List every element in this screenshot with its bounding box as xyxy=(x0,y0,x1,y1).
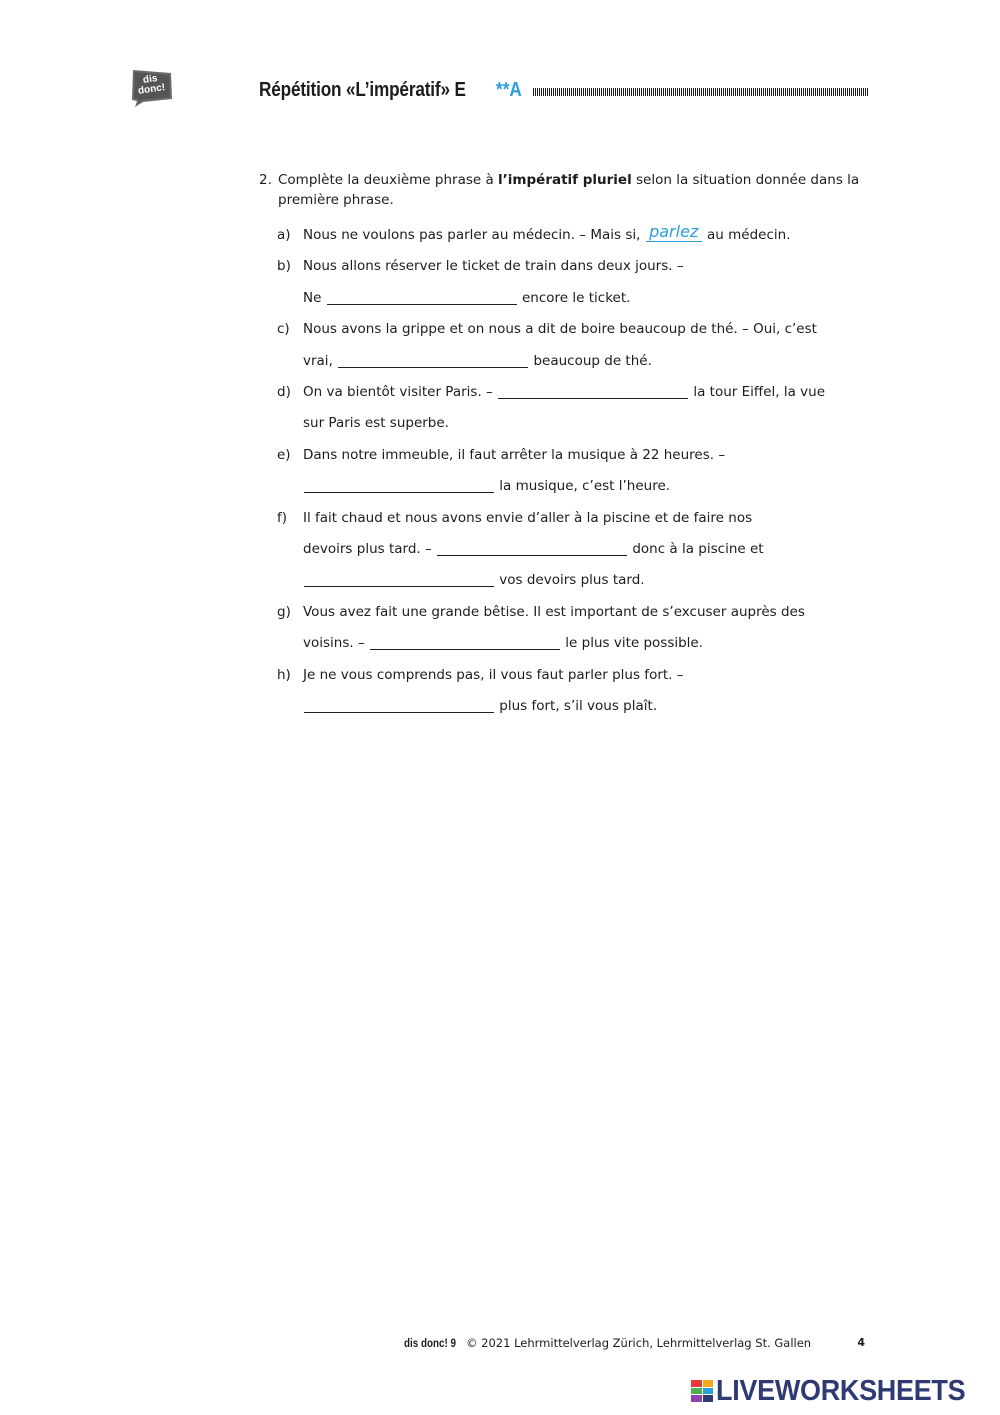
logo-cell xyxy=(691,1380,702,1387)
instruction-bold: l’impératif pluriel xyxy=(498,172,632,188)
item-text: vos devoirs plus tard. xyxy=(495,572,645,589)
item-text: Ne xyxy=(303,289,326,306)
item-text: Nous allons réserver le ticket de train dans deux jours. – xyxy=(303,258,684,275)
item-letter: f) xyxy=(277,509,288,526)
item-h xyxy=(277,660,867,723)
item-text: la musique, c’est l’heure. xyxy=(495,478,671,495)
item-letter: a) xyxy=(277,227,291,243)
item-text: Nous avons la grippe et on nous a dit de boire beaucoup de thé. – Oui, c’est xyxy=(303,321,817,338)
item-text: voisins. – xyxy=(303,635,369,652)
item-g xyxy=(277,597,867,660)
item-text: vrai, xyxy=(303,352,338,369)
item-text: beaucoup de thé. xyxy=(529,352,652,369)
instruction-part-1: Complète la deuxième phrase à xyxy=(278,172,499,188)
item-letter: h) xyxy=(277,666,291,683)
item-text: le plus vite possible. xyxy=(561,635,704,652)
item-text: Il fait chaud et nous avons envie d’aller à la piscine et de faire nos xyxy=(303,509,753,526)
answer-blank-e[interactable] xyxy=(304,474,494,493)
item-text: au médecin. xyxy=(702,227,791,243)
instruction-part-2: selon la situation donnée dans la première phrase. xyxy=(278,172,860,208)
item-text: Dans notre immeuble, il faut arrêter la musique à 22 heures. – xyxy=(303,446,726,463)
answer-blank-c[interactable] xyxy=(338,349,528,368)
page-footer xyxy=(404,1335,868,1351)
exercise-items xyxy=(277,220,867,723)
liveworksheets-text: LIVEWORKSHEETS xyxy=(716,1375,966,1407)
dis-donc-logo xyxy=(131,69,173,107)
item-a xyxy=(277,220,867,251)
answer-blank-b[interactable] xyxy=(327,286,517,305)
instruction-text xyxy=(278,170,869,210)
level-badge: **A xyxy=(496,79,522,101)
liveworksheets-logo-icon xyxy=(691,1380,713,1402)
item-text: sur Paris est superbe. xyxy=(303,415,449,432)
item-text: donc à la piscine et xyxy=(628,541,764,558)
item-text: Vous avez fait une grande bêtise. Il est important de s’excuser auprès des xyxy=(303,603,805,620)
logo-cell xyxy=(691,1395,702,1402)
answer-blank-a[interactable] xyxy=(646,223,702,242)
item-text: la tour Eiffel, la vue xyxy=(689,384,826,401)
logo-cell xyxy=(703,1395,714,1402)
header-divider xyxy=(533,88,868,96)
item-d xyxy=(277,377,867,440)
page-title: Répétition «L’impératif» E xyxy=(259,79,466,101)
item-text: Je ne vous comprends pas, il vous faut parler plus fort. – xyxy=(303,666,684,683)
item-text: plus fort, s’il vous plaît. xyxy=(495,698,658,715)
item-e xyxy=(277,440,867,503)
item-text: On va bientôt visiter Paris. – xyxy=(303,384,498,401)
answer-blank-h[interactable] xyxy=(304,694,494,713)
item-text: encore le ticket. xyxy=(517,289,631,306)
answer-text: parlez xyxy=(649,222,699,241)
item-letter: d) xyxy=(277,384,291,401)
item-text: Nous ne voulons pas parler au médecin. – Mais si, xyxy=(303,227,645,243)
item-text: devoirs plus tard. – xyxy=(303,541,437,558)
page-number: 4 xyxy=(857,1336,865,1349)
answer-blank-f1[interactable] xyxy=(437,537,627,556)
logo-cell xyxy=(691,1388,702,1395)
item-f xyxy=(277,503,867,597)
exercise-instruction xyxy=(259,170,869,210)
footer-copyright: © 2021 Lehrmittelverlag Zürich, Lehrmittelverlag St. Gallen xyxy=(466,1336,812,1350)
item-letter: g) xyxy=(277,603,291,620)
answer-blank-f2[interactable] xyxy=(304,568,494,587)
liveworksheets-watermark xyxy=(691,1376,991,1406)
item-b xyxy=(277,251,867,314)
logo-cell xyxy=(703,1388,714,1395)
item-letter: c) xyxy=(277,321,290,338)
logo-text: dis donc! xyxy=(137,73,166,97)
answer-blank-d[interactable] xyxy=(498,380,688,399)
item-letter: e) xyxy=(277,446,291,463)
item-c xyxy=(277,314,867,377)
item-letter: b) xyxy=(277,258,291,275)
exercise-number: 2. xyxy=(259,172,272,188)
logo-cell xyxy=(703,1380,714,1387)
footer-brand: dis donc! 9 xyxy=(404,1336,456,1350)
answer-blank-g[interactable] xyxy=(370,631,560,650)
